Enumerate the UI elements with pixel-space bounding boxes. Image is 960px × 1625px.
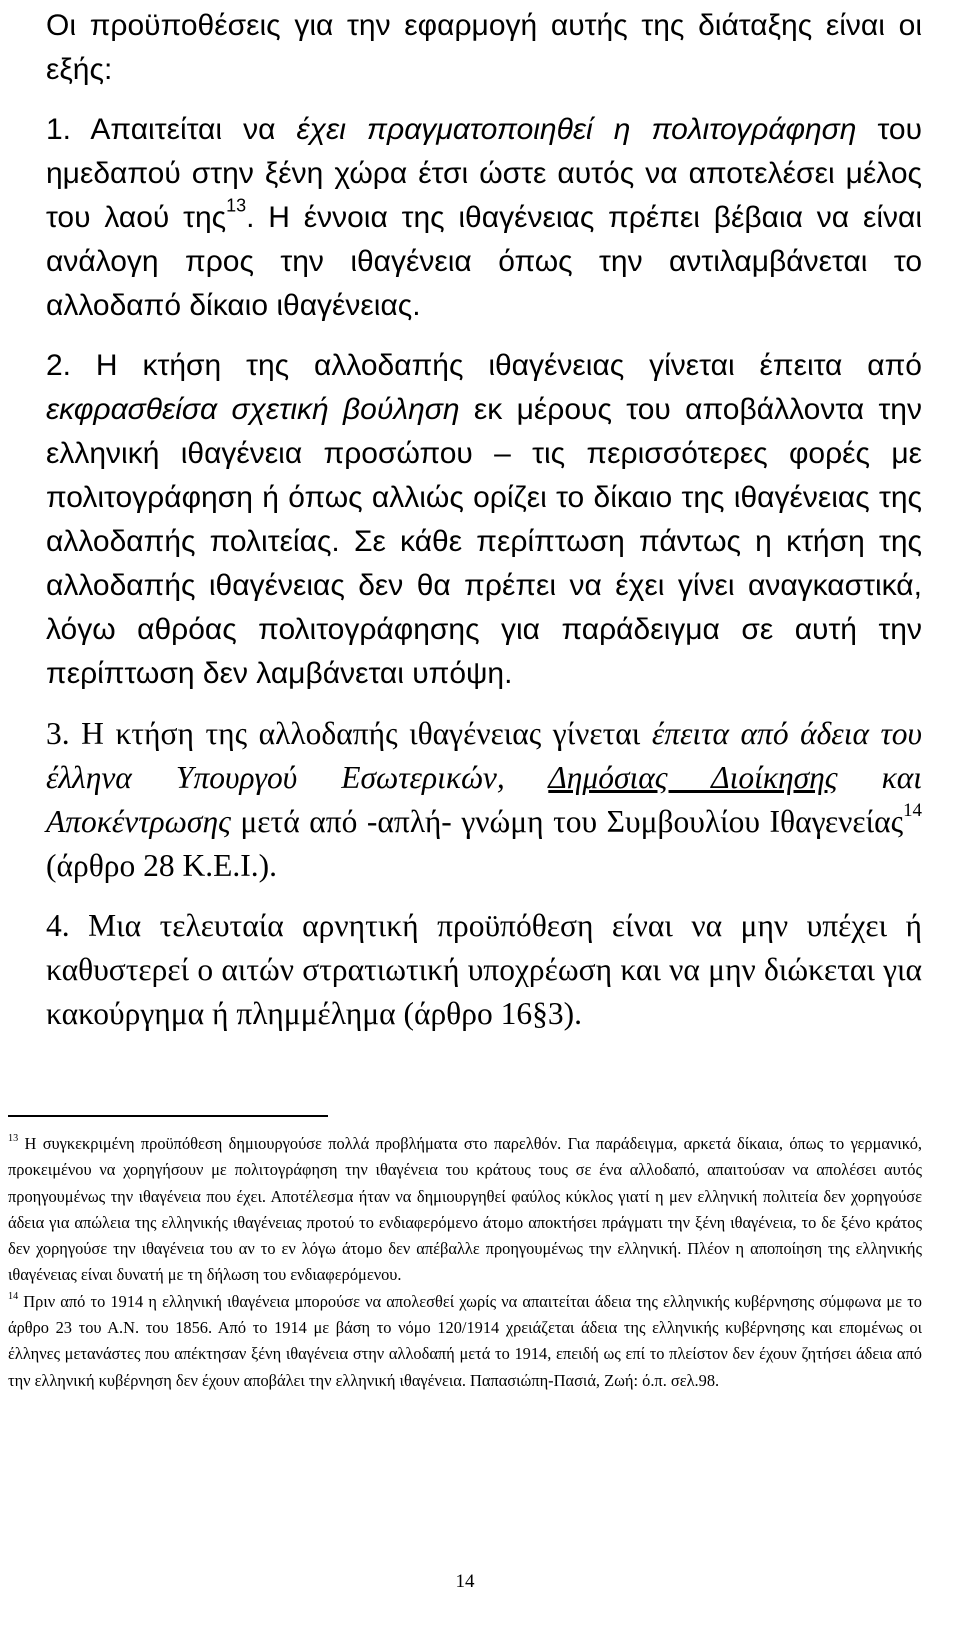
footnote-ref-13[interactable]: 13 [226, 195, 247, 216]
condition-2 [46, 344, 922, 696]
item-text: Απαιτείται να [90, 113, 297, 146]
page-number: 14 [455, 1571, 475, 1592]
item-text-italic: εκφρασθείσα σχετική βούληση [46, 393, 460, 426]
item-text-italic: έπειτα από άδεια του έλληνα Υπουργού Εσωτερικών, [46, 716, 923, 795]
main-text [46, 4, 922, 1036]
item-number: 3. [46, 716, 70, 751]
footnote-separator [8, 1115, 328, 1117]
item-number: 4. [46, 908, 70, 943]
item-text: Η κτήση της αλλοδαπής ιθαγένειας γίνεται [81, 716, 652, 751]
item-number: 1. [46, 113, 72, 146]
footnote-number: 13 [8, 1132, 19, 1144]
item-text: μετά από -απλή- γνώμη του Συμβουλίου Ιθαγενείας [230, 804, 904, 839]
footnote-13 [8, 1131, 922, 1289]
item-text: εκ μέρους του αποβάλλοντα την ελληνική ιθαγένεια προσώπου – τις περισσότερες φορές με πολιτογράφηση ή όπως αλλιώς ορίζει το δίκαιο της ιθαγένειας της αλλοδαπής πολιτείας. Σε κάθε περίπτωση πάντως η κτήση της αλλοδαπής ιθαγένειας δεν θα πρέπει να έχει γίνει αναγκαστικά, λόγω αθρόας πολιτογράφησης για παράδειγμα σε αυτή την περίπτωση δεν λαμβάνεται υπόψη. [46, 393, 922, 690]
item-text: . Η έννοια της ιθαγένειας πρέπει βέβαια να είναι ανάλογη προς την ιθαγένεια όπως την αντιλαμβάνεται το αλλοδαπό δίκαιο ιθαγένειας. [46, 201, 922, 322]
item-text: Η κτήση της αλλοδαπής ιθαγένειας γίνεται έπειτα από [95, 349, 922, 382]
item-text: του ημεδαπού στην ξένη χώρα έτσι ώστε αυτός να αποτελέσει μέλος του λαού της [46, 113, 922, 234]
item-text-italic-underlined: Δημόσιας Διοίκησης [548, 760, 838, 795]
item-text-italic: έχει πραγματοποιηθεί η πολιτογράφηση [296, 113, 857, 146]
footnotes [8, 1131, 922, 1394]
condition-4 [46, 904, 922, 1036]
condition-1 [46, 108, 922, 328]
item-text: Μια τελευταία αρνητική προϋπόθεση είναι να μην υπέχει ή καθυστερεί ο αιτών στρατιωτική υποχρέωση και να μην διώκεται για κακούργημα ή πλημμέλημα (άρθρο 16§3). [46, 908, 922, 1031]
intro-text: Οι προϋποθέσεις για την εφαρμογή αυτής της διάταξης είναι οι εξής: [46, 9, 922, 86]
footnote-ref-14[interactable]: 14 [903, 799, 922, 821]
item-number: 2. [46, 349, 72, 382]
footnote-text: Πριν από το 1914 η ελληνική ιθαγένεια μπορούσε να απολεσθεί χωρίς να απαιτείται άδεια της ελληνικής κυβέρνησης σύμφωνα με το άρθρο 23 του Α.Ν. του 1856. Από το 1914 με βάση το νόμο 120/1914 χρειάζεται άδεια της ελληνικής κυβέρνησης και επομένως οι έλληνες μετανάστες που απέκτησαν ξένη ιθαγένεια στην αλλοδαπή μετά το 1914, επειδή ως επί το πλείστον δεν έχουν ζητήσει άδεια από την ελληνική κυβέρνηση δεν έχουν αποβάλει την ελληνική ιθαγένεια. Παπασιώπη-Πασιά, Ζωή: ό.π. σελ.98. [8, 1291, 922, 1390]
footnote-text: Η συγκεκριμένη προϋπόθεση δημιουργούσε πολλά προβλήματα στο παρελθόν. Για παράδειγμα, αρκετά δίκαια, όπως το γερμανικό, προκειμένου να χορηγήσουν με πολιτογράφηση την ιθαγένεια του κράτους τους σε ένα αλλοδαπό, απαιτούσαν να απολέσει αυτός προηγουμένως την ιθαγένεια που έχει. Αποτέλεσμα ήταν να δημιουργηθεί φαύλος κύκλος γιατί η μεν ελληνική πολιτεία δεν χορηγούσε άδεια για απώλεια της ελληνικής ιθαγένειας προτού το ενδιαφερόμενο άτομο αποκτήσει πράγματι την ξένη ιθαγένεια, το δε ξένο κράτος δεν χορηγούσε την ιθαγένεια του αν το εν λόγω άτομο δεν απέβαλλε προηγουμένως την ελληνική. Πλέον η αποποίηση της ελληνικής ιθαγένειας είναι δυνατή με τη δήλωση του ενδιαφερόμενου. [8, 1134, 922, 1285]
condition-3 [46, 712, 922, 888]
footnote-number: 14 [8, 1290, 19, 1302]
item-text-italic: και Αποκέντρωσης [46, 760, 922, 839]
footnote-14 [8, 1289, 922, 1394]
intro-paragraph [46, 4, 922, 92]
item-text: (άρθρο 28 Κ.Ε.Ι.). [46, 848, 277, 883]
